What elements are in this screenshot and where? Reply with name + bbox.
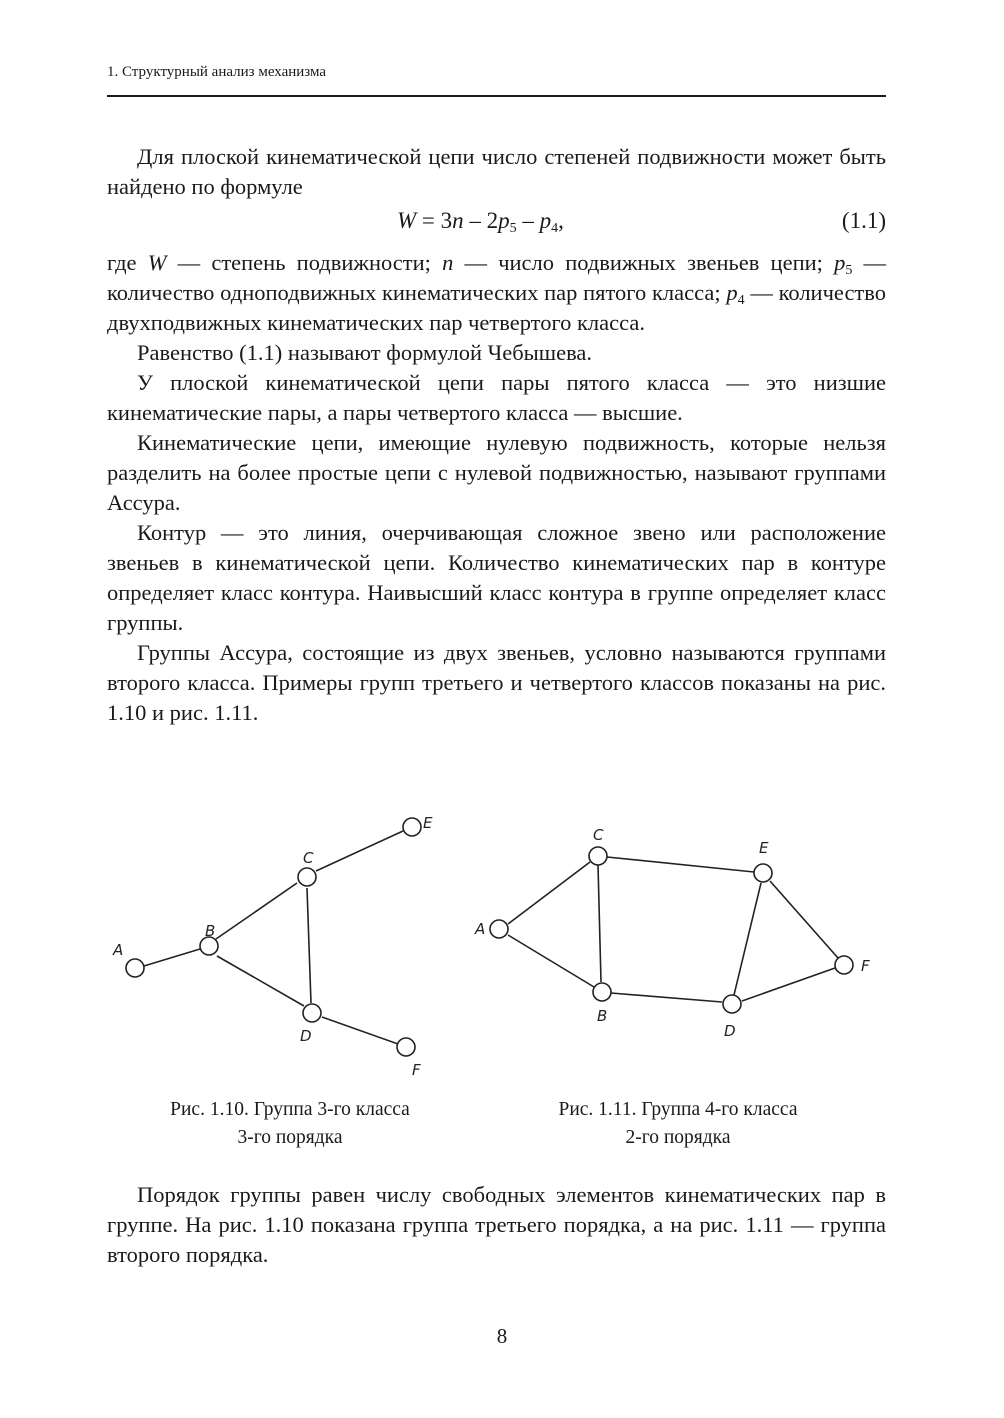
link-C-D [307,888,311,1003]
link-C-E [607,857,754,872]
paragraph-2 [107,248,886,338]
joint-C [589,847,607,865]
figure-1-11-caption-line1: Рис. 1.11. Группа 4-го класса [558,1099,798,1120]
formula-sub4: 4 [551,221,559,236]
figure-1-10-caption [110,1096,470,1152]
figure-1-10-caption-line1: Рис. 1.10. Группа 3-го класса [170,1099,410,1120]
label-D: D [300,1027,312,1045]
link-D-F [742,968,835,1001]
figure-1-11-caption-line2: 2-го порядка [625,1127,731,1148]
running-head: 1. Структурный анализ механизма [107,64,327,80]
label-D: D [724,1022,736,1040]
p2-W: W [147,250,167,275]
formula-p4: p [539,208,552,233]
joint-A [490,920,508,938]
joint-F [397,1038,415,1056]
p2-p5: p [834,250,846,275]
figure-1-11 [466,815,886,1055]
formula-p5: p [498,208,510,233]
label-C: C [593,826,604,844]
paragraph-7: Группы Ассура, состоящие из двух звеньев, условно называются группами второго класса. Примеры групп третьего и четвертого классов показаны на рис. 1.10 и рис. 1.11. [107,640,886,725]
paragraph-5: Кинематические цепи, имеющие нулевую подвижность, которые нельзя разделить на более простые цепи с нулевой подвижностью, называют группами Ассура. [107,430,886,515]
paragraph-3: Равенство (1.1) называют формулой Чебышева. [137,340,593,365]
joint-C [298,868,316,886]
label-A: A [113,941,124,959]
link-C-E [316,831,403,871]
formula-minus2: – [516,208,540,233]
paragraph-1: Для плоской кинематической цепи число степеней подвижности может быть найдено по формуле [107,144,886,199]
paragraph-6: Контур — это линия, очерчивающая сложное звено или расположение звеньев в кинематической цепи. Количество кинематических пар в контуре определяет класс контура. Наивысший класс контура в группе определяет класс группы. [107,520,886,635]
joint-D [723,995,741,1013]
p2-sub4: 4 [737,293,745,308]
formula-number: (1.1) [841,208,886,233]
label-B: B [205,922,216,940]
p2-t5: — количество двухподвижных кинематических пар четвертого класса. [107,280,886,335]
joint-B [593,983,611,1001]
paragraph-8: Порядок группы равен числу свободных элементов кинематических пар в группе. На рис. 1.10 показана группа третьего порядка, а на рис. 1.11 — группа второго порядка. [107,1182,886,1267]
label-E: E [423,814,433,832]
link-A-B [508,935,594,987]
p2-t1: где [107,250,148,275]
p2-t2: — степень подвижности; [166,250,443,275]
p2-sub5: 5 [845,263,853,278]
label-F: F [412,1061,421,1079]
link-B-D [611,993,722,1002]
link-A-C [508,862,590,924]
figure-1-10 [100,805,450,1085]
formula-comma: , [558,208,564,233]
link-E-F [770,881,838,958]
formula-sub5: 5 [509,221,517,236]
label-C: C [303,849,314,867]
main-text-top [107,142,886,728]
figure-1-10-diagram [100,805,450,1085]
link-A-B [144,949,200,966]
link-B-C [216,883,297,939]
header-rule [107,95,886,97]
label-A: A [475,920,486,938]
formula-n: n [452,208,464,233]
link-E-D [734,883,761,995]
figure-1-11-caption [498,1096,858,1152]
formula-minus1: – 2 [463,208,499,233]
p2-p4: p [726,280,738,305]
joint-E [403,818,421,836]
label-F: F [861,957,870,975]
link-C-B [598,865,601,982]
label-B: B [597,1007,608,1025]
figure-1-11-diagram [466,815,886,1055]
figure-1-10-caption-line2: 3-го порядка [237,1127,343,1148]
link-B-D [217,956,304,1006]
main-text-bottom [107,1180,886,1270]
formula-W: W [397,208,417,233]
label-E: E [759,839,769,857]
joint-F [835,956,853,974]
joint-A [126,959,144,977]
formula-eq: = 3 [416,208,453,233]
p2-t4: — количество одноподвижных кинематических пар пятого класса; [107,250,887,305]
joint-D [303,1004,321,1022]
paragraph-4: У плоской кинематической цепи пары пятого класса — это низшие кинематические пары, а пары четвертого класса — высшие. [107,370,886,425]
p2-t3: — число подвижных звеньев цепи; [453,250,835,275]
link-D-F [322,1017,398,1044]
formula [397,206,564,236]
p2-n: n [442,250,454,275]
formula-line [107,206,886,240]
page-number: 8 [496,1324,508,1348]
joint-E [754,864,772,882]
